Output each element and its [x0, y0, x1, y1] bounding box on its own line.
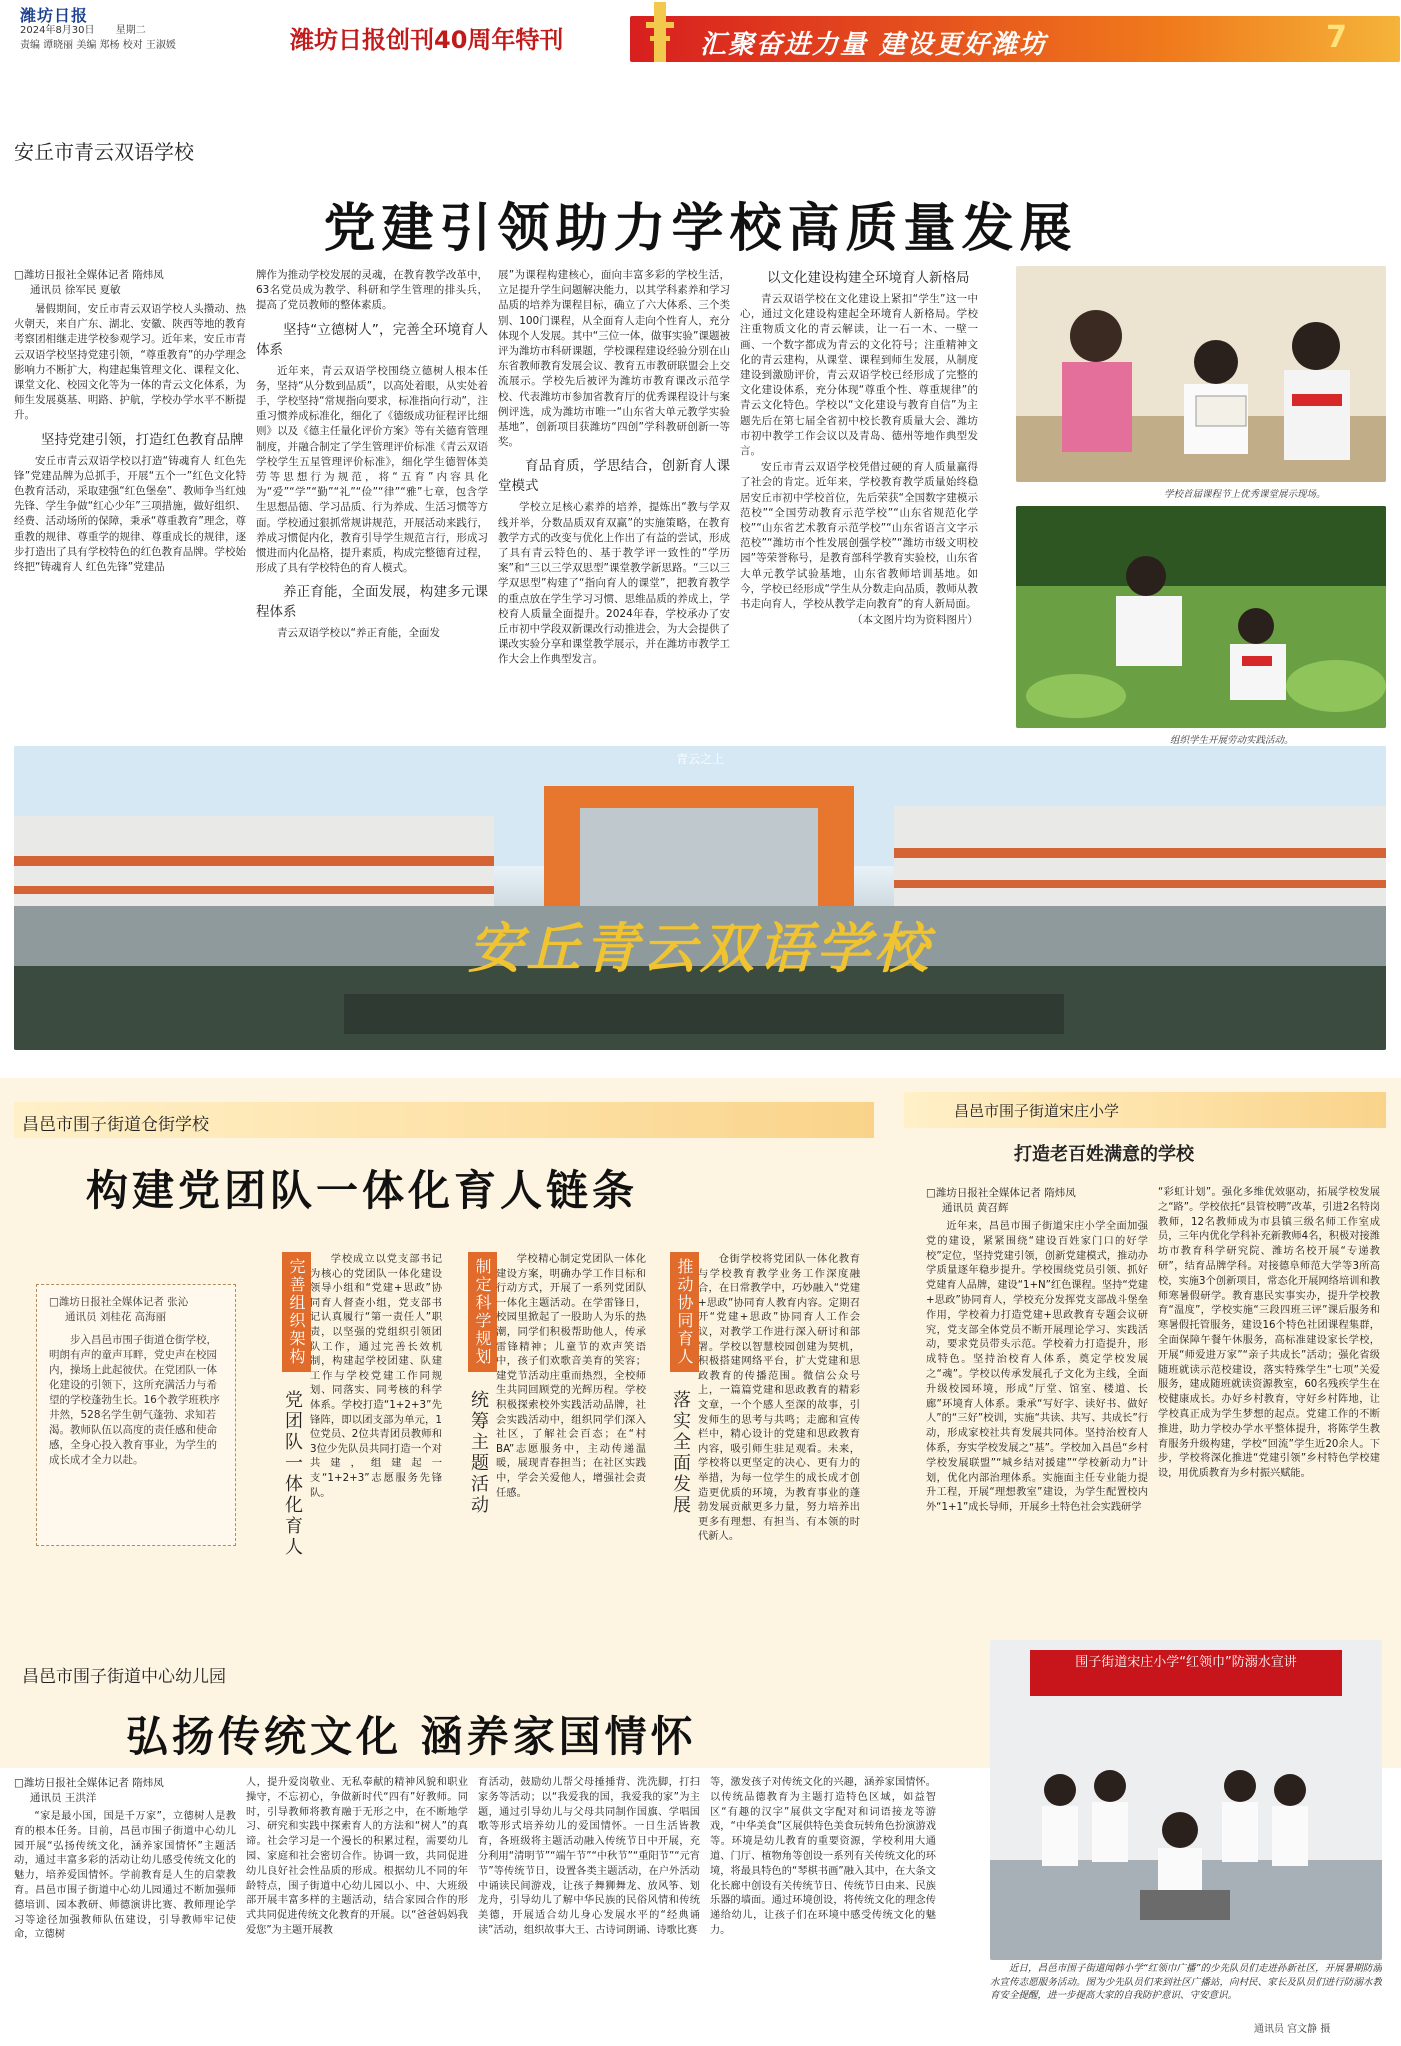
story1-column-1 — [14, 268, 246, 716]
story4-headline: 弘扬传统文化 涵养家国情怀 — [126, 1712, 697, 1761]
story2-section-title: 落实全面发展 — [670, 1390, 691, 1516]
story1-column-4 — [740, 268, 978, 743]
story1-paragraph: 牌作为推动学校发展的灵魂，在教育教学改革中，63名党员成为教学、科研和学生管理的排头兵，提高了党员教师的整体素质。 — [256, 269, 488, 312]
story2-section-title: 统筹主题活动 — [468, 1390, 489, 1516]
story3-paragraph: 近年来，昌邑市围子街道宋庄小学全面加强党的建设，紧紧围绕“建设百姓家门口的好学校”定位，坚持党建引领，创新党建模式，推动办学质量逐年稳步提升。学校围绕党员引领、抓好党建育人品牌，建设“1+N”红色课程。坚持“党建+思政”协同育人，学校充分发挥党支部战斗堡垒作用，学校着力打造党建+思政教育专题会议研究，党支部全体党员不断开展理论学习、实践活动，要求党员带头示范。学校着力打造提升，形成特色。坚持治校育人体系，奠定学校发展之“魂”。学校以传承发展孔子文化为主线，全面升级校园环境，形成“厅堂、馆室、楼道、长廊”环境育人体系。秉承“写好字、读好书、做好人”的“三好”校训，实施“共读、共写、共成长”行动，形成家校社共育发展共同体。坚持治校育人体系，夯实学校发展之“基”。学校加入昌邑“乡村学校发展联盟”“城乡结对援建”“学校新动力”计划，优化内部治理体系。实施面主任专业能力提升工程，开展“理想教室”建设，为学生配置校内外“1+1”成长导师，开展乡土特色社会实践研学 — [926, 1221, 1148, 1514]
story2-paragraph: 学校成立以党支部书记为核心的党团队一体化建设领导小组和“党建+思政”协同育人督查小组，党支部书记认真履行“第一责任人”职责，以坚强的党组织引领团队工作，通过完善长效机制，构建起学校团建、队建工作与学校党建工作同规划、同落实、同考核的科学体系。学校打造“1+2+3”先锋阵，即以团支部为单元，1位党员、2位共青团员教师和3位少先队员共同打造一个对共建，组建起一支“1+2+3”志愿服务先锋队。 — [310, 1253, 442, 1499]
story1-paragraph: 近年来，青云双语学校围绕立德树人根本任务，坚持“从分数到品质”，以高处着眼，从实处着手，学校坚持“常规指向要求，标准指向行动”，注重习惯养成标准化，细化了《德级成功征程评比细则》以及《德主任量化评价方案》等有关德育管理制度，并融合制定了学生管理评价标准《青云双语学校学生五星管理评价标准》，细化学生德智体美劳等思想行为规范，将“五育”内容具化为“爱”“学”“勤”“礼”“俭”“律”“雅”七章，包含学生思想品德、学习品质、行为养成、生活习惯等方面。学校通过狠抓常规讲规范，开展活动来践行，养成习惯促内化，教育引导学生规范言行，形成习惯进而内化品格，提升素质，构成完整德育过程，形成了具有学校特色的育人模式。 — [256, 364, 488, 575]
story3-column-1 — [926, 1186, 1148, 1616]
classroom-photo-caption: 学校首届课程节上优秀课堂展示现场。 — [1164, 489, 1326, 500]
story4-paragraph: 育活动，鼓励幼儿帮父母捶捶背、洗洗脚，打扫家务等活动；以“我爱我的国，我爱我的家”为主题，通过引导幼儿与父母共同制作国旗、学唱国歌等形式培养幼儿的爱国情怀。一日生活皆教育，各班级将主题活动融入传统节日中开展，充分利用“清明节”“端午节”“中秋节”“重阳节”“元宵节”等传统节日，设置各类主题活动，在户外活动中诵读民间游戏，让孩子舞狮舞龙、放风筝、划龙舟，引导幼儿了解中华民族的民俗风情和传统美德，开展适合幼儿身心发展水平的“经典诵读”活动，组织故事大王、古诗词朗诵、诗歌比赛 — [478, 1777, 700, 1936]
story2-section-2-text — [496, 1252, 646, 1612]
photo-credit-note: （本文图片均为资料图片） — [852, 614, 978, 627]
broadcast-photo — [990, 1640, 1382, 1960]
issue-date: 2024年8月30日 — [20, 25, 95, 36]
story1-paragraph: 青云双语学校以“养正育能，全面发 — [277, 627, 440, 640]
anniversary-title: 潍坊日报创刊40周年特刊 — [290, 26, 564, 54]
story2-intro-text: 步入昌邑市围子街道仓街学校，明朗有声的童声耳畔，党史声在校园内，操场上此起彼伏。在党团队一体化建设的引领下，这所充满活力与希望的学校蓬勃生长。16个教学班秩序井然，528名学生朝气蓬勃、求知若渴。教师队伍以高度的责任感和使命感，全身心投入教育事业，为学生的成长成才全力以赴。 — [49, 1334, 220, 1466]
story4-paragraph: 人，提升爱岗敬业、无私奉献的精神风貌和职业操守，不忘初心，争做新时代“四有”好教师。同时，引导教师将教育融于无形之中，在不断地学习、研究和实践中探索育人的方法和“树人”的真谛。社会学习是一个漫长的积累过程，需要幼儿园、家庭和社会密切合作。协调一致，共同促进幼儿良好社会性品质的形成。根据幼儿不同的年龄特点，围子街道中心幼儿园以小、中、大班级部开展丰富多样的主题活动，结合家园合作的形式共同促进传统文化教育的开展。以“爸爸妈妈我爱您”为主题开展教 — [246, 1777, 468, 1936]
broadcast-photo-caption — [990, 1962, 1382, 2022]
story1-subheading: 养正育能，全面发展，构建多元课程体系 — [256, 584, 488, 621]
masthead — [0, 0, 1401, 70]
newspaper-logo: 潍坊日报 — [20, 6, 89, 25]
story1-subheading: 以文化建设构建全环境育人新格局 — [767, 270, 970, 286]
page-number: 7 — [1326, 20, 1347, 55]
story1-paragraph: 学校立足核心素养的培养，提炼出“教与学双线并举，分数品质双育双赢”的实施策略，在教育教学方式的改变与优化上作出了有益的尝试，形成了具有青云特色的、基于教学评一致性的“学历案”和“三以三学双思型”课堂教学新思路。“三以三学双思型”构建了“指向育人的课堂”，把教育教学的重点放在学生学习习惯、思维品质的养成上，学校育人质量全面提升。2024年春，学校承办了安丘市初中学段双新课改行动推进会，为大会提供了课改实验分享和课堂教学展示，并在潍坊市教学工作大会上作典型发言。 — [498, 501, 730, 666]
story4-school: 昌邑市围子街道中心幼儿园 — [22, 1667, 226, 1687]
story2-section-tag: 制定科学规划 — [468, 1252, 497, 1372]
story1-column-3 — [498, 268, 730, 716]
campus-gate-sign: 青云之上 — [675, 752, 724, 766]
story2-section-tag: 推动协同育人 — [670, 1252, 699, 1372]
broadcast-banner-text: 围子街道宋庄小学“红领巾”防溺水宣讲 — [1075, 1655, 1297, 1670]
story4-paragraph: “家是最小国，国是千万家”，立德树人是教育的根本任务。目前，昌邑市围子街道中心幼儿园开展“弘扬传统文化，涵养家国情怀”主题活动，通过丰富多彩的活动让幼儿感受传统文化的魅力，培养爱国情怀。学前教育是人生的启蒙教育。昌邑市围子街道中心幼儿园通过不断加强师德培训、园本教研、师德演讲比赛、教师理论学习等途径加强教师队伍建设，引导教师牢记使命，立德树 — [14, 1811, 236, 1941]
story4-column-3 — [478, 1776, 700, 2038]
story3-column-2 — [1158, 1186, 1380, 1616]
story2-section-3-text — [698, 1252, 860, 1612]
story1-subheading: 坚持党建引领，打造红色教育品牌 — [41, 431, 244, 448]
classroom-photo — [1016, 266, 1386, 482]
story2-intro-box — [36, 1284, 236, 1546]
story1-byline-correspondent: 通讯员 徐军民 夏敏 — [30, 284, 121, 296]
broadcast-caption-text: 近日，昌邑市围子街道闻韩小学“红领巾广播”的少先队员们走进孙新社区，开展暑期防溺水宣传志愿服务活动。图为少先队员们来到社区广播站，向村民、家长及队员们进行防溺水教育安全提醒，进一步提高大家的自我防护意识、守安意识。 — [990, 1963, 1382, 2001]
story1-paragraph: 暑假期间，安丘市青云双语学校人头攒动、热火朝天，来自广东、湖北、安徽、陕西等地的教育考察团相继走进学校参观学习。近年来，安丘市青云双语学校坚持党建引领，“尊重教育”的办学理念影响力不断扩大，构建起集管理文化、课程文化、课堂文化、校园文化等为一体的青云文化体系，为师生发展奠基、明路、护航，学校办学水平不断提升。 — [14, 303, 246, 422]
story4-column-1 — [14, 1776, 236, 2038]
story3-headline: 打造老百姓满意的学校 — [1014, 1144, 1194, 1165]
story1-subheading: 坚持“立德树人”，完善全环境育人体系 — [256, 321, 488, 358]
garden-scene-illustration — [1016, 506, 1386, 728]
story2-byline-reporter: □潍坊日报社全媒体记者 张沁 — [49, 1296, 189, 1308]
story4-byline-correspondent: 通讯员 王洪洋 — [30, 1792, 97, 1804]
masthead-info — [20, 8, 280, 53]
slogan-text: 汇聚奋进力量 建设更好潍坊 — [700, 30, 1048, 60]
story3-school: 昌邑市围子街道宋庄小学 — [954, 1102, 1120, 1120]
campus-scene-illustration — [14, 746, 1386, 1050]
broadcast-scene-illustration — [990, 1640, 1382, 1960]
story3-byline-correspondent: 通讯员 黄召辉 — [942, 1202, 1009, 1214]
tower-icon — [640, 2, 680, 62]
story1-headline: 党建引领助力学校高质量发展 — [323, 198, 1078, 259]
story4-column-2 — [246, 1776, 468, 2038]
story1-column-2 — [256, 268, 488, 716]
story1-paragraph: 展”为课程构建核心，面向丰富多彩的学校生活，立足提升学生问题解决能力，以其学科素养和学习品质的培养为课程目标，确立了六大体系、三个类别、100门课程，从全面育人走向个性育人，充分体现个人发展。其中“三位一体，做事实验”课题被评为潍坊市科研课题，学校课程建设经验分别在山东省教师教育发展会议、教育五市教研联盟会上交流展示。学校先后被评为潍坊市教育课改示范学校、代表潍坊市参加省教育厅的优秀课程设计与案例评选，成为潍坊市唯一“山东省大单元教学实验基地”，创新项目获潍坊“四创”学科教研创新一等奖。 — [498, 269, 730, 449]
story2-section-title: 党团队一体化育人 — [282, 1390, 303, 1558]
story1-subheading: 育品育质，学思结合，创新育人课堂模式 — [498, 458, 730, 495]
story2-byline-correspondent: 通讯员 刘桂花 高海丽 — [65, 1311, 167, 1323]
campus-school-sign: 安丘青云双语学校 — [468, 916, 932, 980]
story2-paragraph: 学校精心制定党团队一体化建设方案，明确办学工作目标和行动方式，开展了一系列党团队一体化主题活动。在学雷锋日，校园里掀起了一股助人为乐的热潮，同学们积极帮助他人，传承雷锋精神；儿童节的欢声笑语中，孩子们欢歌音美育的笑容；建党节活动庄重而热烈，全校师生共同回顾党的光辉历程。学校积极探索校外实践活动品牌，社会实践活动中，组织同学们深入社区，了解社会百态；在“村BA”志愿服务中，主动传递温暖，展现青春担当；在社区实践中，学会关爱他人，增强社会责任感。 — [496, 1253, 646, 1499]
story1-paragraph: 青云双语学校在文化建设上紧扣“学生”这一中心，通过文化建设构建起全环境育人新格局。学校注重物质文化的青云解读，让一石一木、一壁一画、一个数字都成为青云的文化符号；注重精神文化的青云建构，从课堂、课程到师生发展，从制度建设到激励评价，青云双语学校已经形成了完整的文化建设体系，充分体现“尊重个性、尊重规律”的青云文化特色。学校以“文化建设与教育自信”为主题先后在第七届全省初中校长教育质量大会、潍坊市初中教学工作会议以及青岛、德州等地作典型发言。 — [740, 293, 978, 458]
story1-school: 安丘市青云双语学校 — [14, 140, 194, 164]
garden-photo-caption: 组织学生开展劳动实践活动。 — [1170, 735, 1294, 746]
campus-photo — [14, 746, 1386, 1050]
story4-byline-reporter: □潍坊日报社全媒体记者 隋炜凤 — [14, 1777, 164, 1789]
garden-photo — [1016, 506, 1386, 728]
editors-line: 责编 谭晓丽 美编 郑杨 校对 王淑媛 — [20, 40, 176, 51]
story2-headline: 构建党团队一体化育人链条 — [86, 1166, 639, 1215]
story1-paragraph: 安丘市青云双语学校凭借过硬的育人质量赢得了社会的肯定。近年来，学校教育教学质量始终稳居安丘市初中学校首位，先后荣获“全国数字建模示范校”“全国劳动教育示范学校”“山东省规范化学校”“山东省艺术教育示范学校”“山东省语言文字示范校”“潍坊市个性发展创强学校”“潍坊市级文明校园”等荣誉称号，是教育部科学教育实验校，山东省大单元教学试验基地，山东省教师培训基地。如今，学校已经形成“学生从分数走向品质，教师从教书走向育人，学校从教学走向教育”的育人新局面。 — [740, 461, 978, 611]
story4-column-4 — [710, 1776, 936, 2038]
story1-paragraph: 安丘市青云双语学校以打造“铸魂育人 红色先锋”党建品牌为总抓手，开展“五个一”红色文化特色教育活动，采取建强“红色堡垒”、教师争当红烛先锋、学生争做“红心少年”三项措施，做好组织、经费、活动场所的保障，秉承“尊重教育”理念，尊重教的规律、尊重学的规律、尊重成长的规律，逐步打造出了具有学校特色的红色教育品牌。学校始终把“铸魂育人 红色先锋”党建品 — [14, 454, 246, 574]
story3-byline-reporter: □潍坊日报社全媒体记者 隋炜凤 — [926, 1187, 1076, 1199]
story1-byline-reporter: □潍坊日报社全媒体记者 隋炜凤 — [14, 269, 164, 281]
story3-paragraph: “彩虹计划”。强化多维优效驱动，拓展学校发展之“路”。学校依托“县管校聘”改革，引进2名特岗教师，12名教师成为市县镇三级名师工作室成员，三年内优化学科补充新教师4名，积极对接潍坊市教育科学研究院、潍坊名校开展“专递教研”，结育品牌学科。对接德阜师范大学等3所高校，实施3个创新项目，常态化开展网络培训和教师寒暑假研学。教育惠民实事实办，提升学校教育“温度”，学校实施“三段四班三评”课后服务和寒暑假托管服务，建设16个特色社团课程集群，全面保障午餐午休服务，高标准建设家长学校，开展“师爱进万家”“亲子共成长”活动；强化省级随班就读示范校建设，落实特殊学生“七项”关爱服务，建成随班就读资源教室，60名残疾学生在校健康成长。办好乡村教育，守好乡村阵地，让学校真正成为学生梦想的起点。党建工作的不断推进，助力学校办学水平整体提升，将陈学生教育服务升级构建，学校“回流”学生近20余人。下步，学校将深化推进“党建引领”乡村特色学校建设，用优质教育为乡村振兴赋能。 — [1158, 1187, 1380, 1480]
issue-weekday: 星期二 — [115, 25, 146, 36]
story4-paragraph: 等，激发孩子对传统文化的兴趣，涵养家国情怀。以传统品德教育为主题打造特色区域，如益智区“有趣的汉字”展供文字配对和词语接龙等游戏，“中华美食”区展供特色美食玩转角色扮演游戏等。环境是幼儿教育的重要资源，学校利用大通道、门厅、植物角等创设一系列有关传统文化的环境，将最具特色的“琴棋书画”融入其中，在大条文化长廊中创设有关传统节日、传统节日由来、民族乐器的墙面。通过环境创设，将传统文化的理念传递给幼儿，让孩子们在环境中感受传统文化的魅力。 — [710, 1777, 936, 1936]
story2-section-1-text — [310, 1252, 442, 1612]
broadcast-photo-credit: 通讯员 宫文静 摄 — [1254, 2024, 1331, 2035]
story2-section-tag: 完善组织架构 — [282, 1252, 311, 1372]
classroom-scene-illustration — [1016, 266, 1386, 482]
story2-school: 昌邑市围子街道仓街学校 — [22, 1115, 209, 1135]
story2-paragraph: 仓街学校将党团队一体化教育与学校教育教学业务工作深度融合，在日常教学中，巧妙融入“党建+思政”协同育人教育内容。定期召开“党建+思政”协同育人工作会议，对教学工作进行深入研讨和部署。学校以智慧校园创建为契机，积极搭建网络平台，扩大党建和思政教育的传播范围。微信公众号上，一篇篇党建和思政教育的精彩文章，一个个感人至深的故事，引发师生的思考与共鸣；走廊和宣传栏中，精心设计的党建和思政教育内容，吸引师生驻足观看。未来，学校将以更坚定的决心、更有力的举措，为每一位学生的成长成才创造更优质的环境，为教育事业的蓬勃发展贡献更多力量，努力培养出更多有理想、有担当、有本领的时代新人。 — [698, 1253, 860, 1543]
